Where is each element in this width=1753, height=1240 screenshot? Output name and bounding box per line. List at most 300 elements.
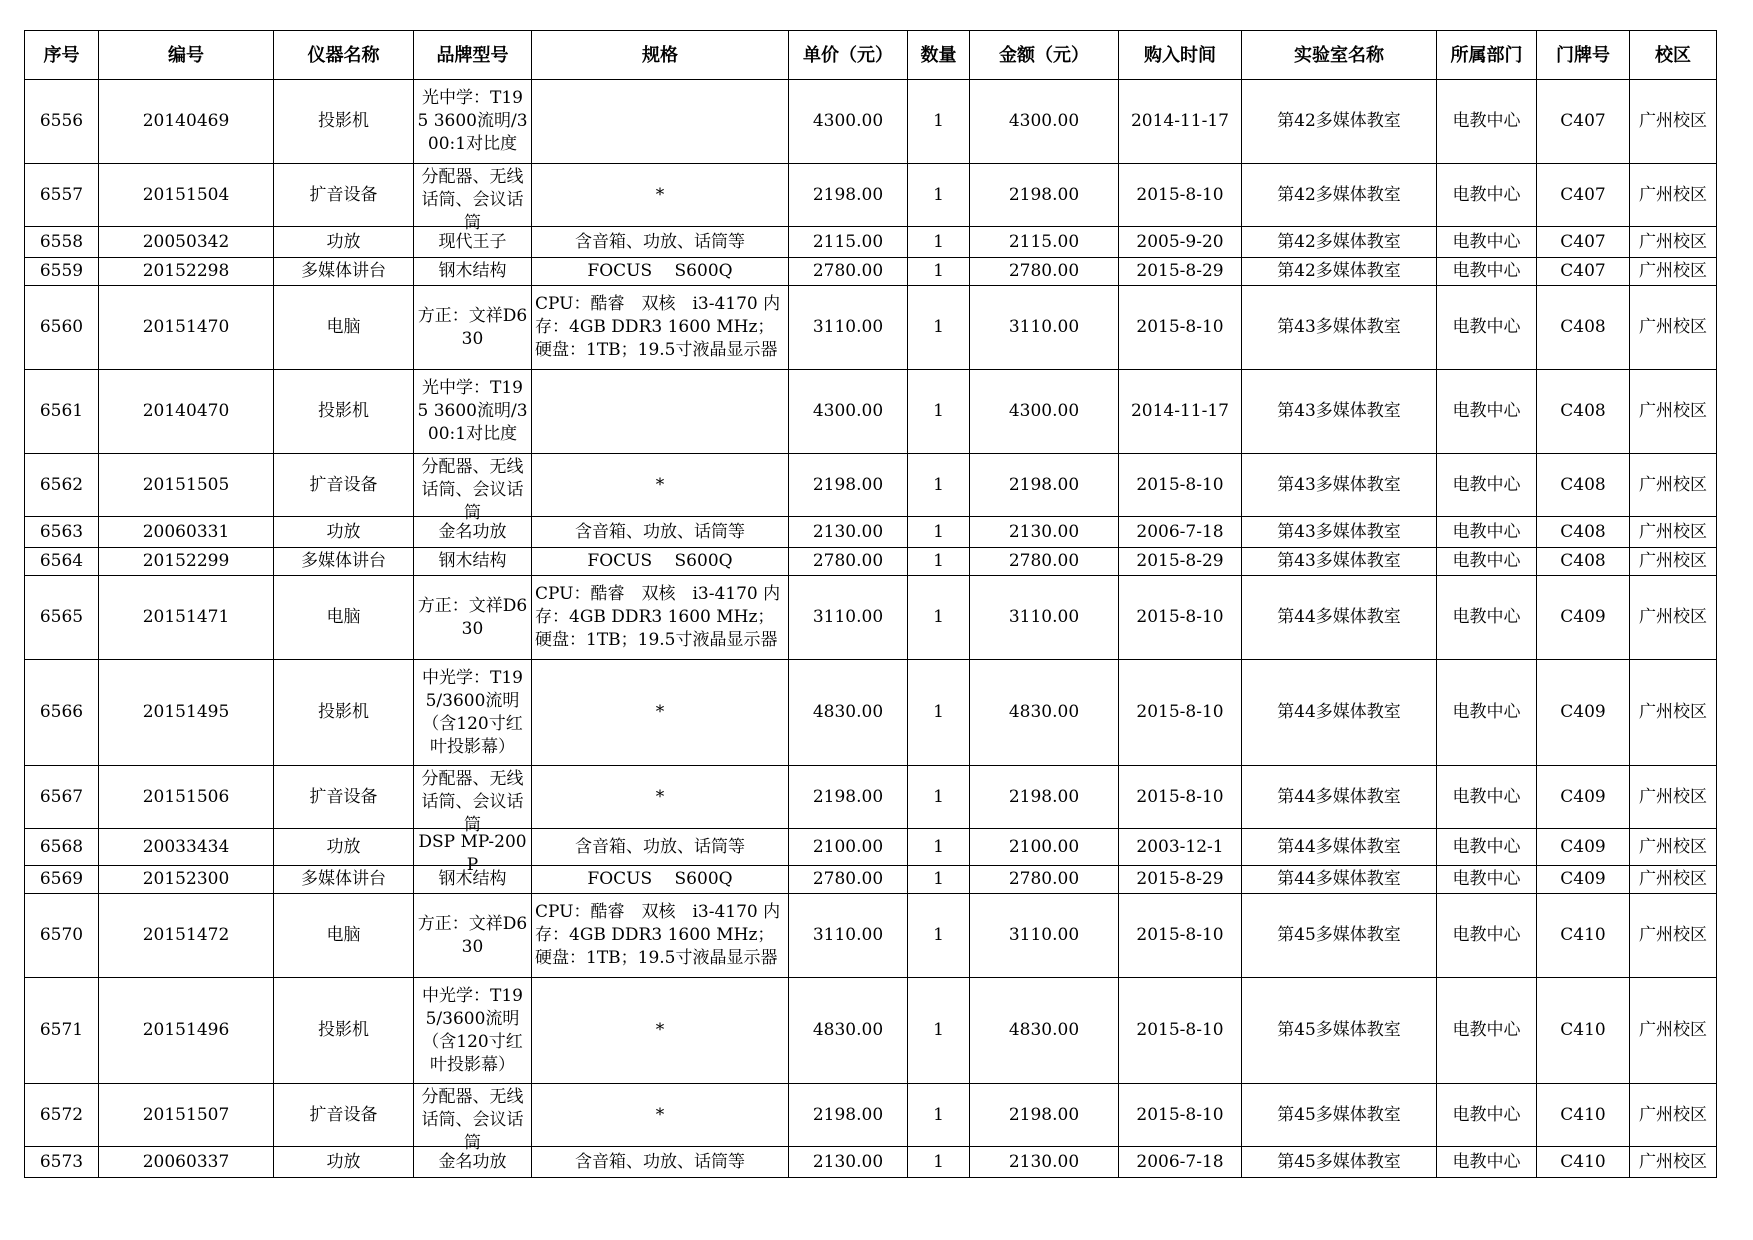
- cell-room: [1537, 548, 1630, 576]
- cell-price: [789, 517, 908, 548]
- cell-campus: [1630, 829, 1717, 866]
- cell-dept: [1437, 576, 1537, 660]
- cell-room-text: C408: [1560, 474, 1606, 495]
- cell-lab: [1242, 660, 1437, 766]
- cell-price: [789, 548, 908, 576]
- cell-campus: [1630, 1147, 1717, 1178]
- cell-qty: [908, 660, 970, 766]
- cell-dept-text: 电教中心: [1452, 925, 1521, 945]
- cell-room: [1537, 258, 1630, 286]
- cell-amount: [970, 454, 1119, 517]
- cell-amount-text: 2198.00: [1008, 474, 1080, 495]
- cell-dept: [1437, 80, 1537, 164]
- cell-brand: [414, 286, 532, 370]
- cell-seq: [25, 454, 99, 517]
- cell-seq-text: 6564: [39, 551, 84, 571]
- cell-lab-text: 第42多媒体教室: [1277, 231, 1401, 252]
- cell-dept-text: 电教中心: [1452, 111, 1521, 131]
- cell-campus: [1630, 80, 1717, 164]
- cell-date: [1119, 1147, 1242, 1178]
- cell-dept-text: 电教中心: [1452, 786, 1521, 807]
- cell-code: [99, 548, 274, 576]
- cell-campus: [1630, 454, 1717, 517]
- cell-brand: [414, 660, 532, 766]
- cell-seq: [25, 829, 99, 866]
- cell-room: [1537, 1084, 1630, 1147]
- cell-spec: [532, 766, 789, 829]
- cell-amount: [970, 660, 1119, 766]
- cell-room: [1537, 80, 1630, 164]
- cell-qty-text: 1: [933, 261, 944, 281]
- cell-seq-text: 6572: [39, 1104, 84, 1125]
- cell-name-text: 投影机: [318, 401, 369, 421]
- cell-amount-text: 2130.00: [1008, 1151, 1080, 1172]
- cell-dept: [1437, 258, 1537, 286]
- cell-code-text: 20050342: [142, 231, 230, 252]
- cell-date-text: 2014-11-17: [1130, 111, 1229, 131]
- cell-spec-text: 含音箱、功放、话筒等: [575, 521, 745, 542]
- cell-brand-text: 光中学：T195 3600流明/300:1对比度: [417, 88, 528, 154]
- cell-code: [99, 766, 274, 829]
- cell-dept: [1437, 866, 1537, 894]
- cell-date-text: 2015-8-10: [1136, 184, 1224, 205]
- cell-price: [789, 978, 908, 1084]
- cell-dept: [1437, 829, 1537, 866]
- cell-brand-text: 分配器、无线话筒、会议话筒: [421, 768, 524, 835]
- cell-name-text: 功放: [326, 231, 361, 252]
- cell-spec-text: 含音箱、功放、话筒等: [575, 1151, 745, 1172]
- cell-dept: [1437, 227, 1537, 258]
- cell-date-text: 2015-8-10: [1136, 1104, 1224, 1125]
- cell-date: [1119, 164, 1242, 227]
- cell-spec-text: *: [655, 1020, 665, 1040]
- cell-brand: [414, 164, 532, 233]
- cell-qty-text: 1: [933, 184, 944, 205]
- cell-qty: [908, 454, 970, 517]
- cell-date-text: 2015-8-10: [1136, 317, 1224, 337]
- cell-code-text: 20060337: [142, 1151, 230, 1172]
- cell-date-text: 2015-8-29: [1136, 869, 1224, 889]
- table-row: [25, 660, 1717, 766]
- cell-name-text: 投影机: [318, 702, 369, 722]
- cell-room-text: C407: [1560, 261, 1606, 281]
- table-row: [25, 829, 1717, 866]
- cell-date-text: 2006-7-18: [1136, 521, 1224, 542]
- cell-date: [1119, 866, 1242, 894]
- cell-campus: [1630, 548, 1717, 576]
- cell-qty: [908, 978, 970, 1084]
- cell-date: [1119, 1084, 1242, 1147]
- cell-price-text: 3110.00: [812, 607, 884, 627]
- cell-date-text: 2015-8-10: [1136, 786, 1224, 807]
- cell-dept: [1437, 978, 1537, 1084]
- cell-seq: [25, 227, 99, 258]
- cell-seq-text: 6571: [39, 1020, 84, 1040]
- cell-qty: [908, 576, 970, 660]
- cell-name-text: 功放: [326, 521, 361, 542]
- cell-lab-text: 第44多媒体教室: [1277, 869, 1401, 889]
- cell-brand: [414, 829, 532, 875]
- cell-seq-text: 6563: [39, 521, 84, 542]
- cell-code: [99, 894, 274, 978]
- cell-date: [1119, 576, 1242, 660]
- cell-spec-text: *: [655, 1104, 665, 1125]
- header-campus: 校区: [1630, 31, 1717, 80]
- cell-amount-text: 4830.00: [1008, 702, 1080, 722]
- cell-qty: [908, 80, 970, 164]
- cell-code-text: 20033434: [142, 836, 230, 857]
- cell-campus-text: 广州校区: [1639, 925, 1707, 945]
- cell-seq: [25, 866, 99, 894]
- cell-brand: [414, 766, 532, 835]
- cell-amount-text: 2780.00: [1008, 869, 1080, 889]
- cell-price: [789, 894, 908, 978]
- table-row: [25, 548, 1717, 576]
- cell-seq-text: 6557: [39, 184, 84, 205]
- cell-dept-text: 电教中心: [1452, 521, 1521, 542]
- cell-dept: [1437, 286, 1537, 370]
- cell-lab: [1242, 766, 1437, 829]
- cell-lab-text: 第45多媒体教室: [1277, 925, 1401, 945]
- cell-name-text: 电脑: [326, 317, 361, 337]
- header-room: 门牌号: [1537, 31, 1630, 80]
- cell-name-text: 扩音设备: [309, 474, 378, 495]
- cell-code-text: 20152300: [142, 869, 230, 889]
- cell-lab: [1242, 1084, 1437, 1147]
- cell-name: [274, 258, 414, 286]
- cell-seq-text: 6567: [39, 786, 84, 807]
- cell-spec-text: *: [655, 474, 665, 495]
- table-row: [25, 258, 1717, 286]
- cell-seq-text: 6558: [39, 231, 84, 252]
- cell-amount-text: 2198.00: [1008, 184, 1080, 205]
- cell-price-text: 4300.00: [812, 111, 884, 131]
- cell-price: [789, 164, 908, 227]
- cell-room: [1537, 894, 1630, 978]
- cell-name: [274, 1147, 414, 1178]
- cell-room: [1537, 866, 1630, 894]
- cell-amount: [970, 1084, 1119, 1147]
- header-name: 仪器名称: [274, 31, 414, 80]
- cell-code-text: 20151505: [142, 474, 230, 495]
- cell-spec: [532, 1147, 789, 1178]
- cell-campus-text: 广州校区: [1639, 702, 1707, 722]
- cell-qty: [908, 766, 970, 829]
- cell-dept: [1437, 548, 1537, 576]
- cell-lab-text: 第44多媒体教室: [1277, 607, 1401, 627]
- cell-lab-text: 第42多媒体教室: [1277, 184, 1401, 205]
- cell-lab: [1242, 829, 1437, 866]
- cell-campus: [1630, 286, 1717, 370]
- cell-code: [99, 227, 274, 258]
- cell-lab: [1242, 370, 1437, 454]
- cell-spec-text: FOCUS S600Q: [587, 869, 733, 889]
- cell-spec: [532, 227, 789, 258]
- cell-dept-text: 电教中心: [1452, 551, 1521, 571]
- cell-code-text: 20151470: [142, 317, 230, 337]
- cell-campus: [1630, 227, 1717, 258]
- cell-date: [1119, 548, 1242, 576]
- cell-lab: [1242, 894, 1437, 978]
- cell-campus-text: 广州校区: [1639, 231, 1707, 252]
- cell-date: [1119, 978, 1242, 1084]
- cell-dept-text: 电教中心: [1452, 1020, 1521, 1040]
- cell-lab-text: 第43多媒体教室: [1277, 317, 1401, 337]
- cell-lab: [1242, 866, 1437, 894]
- cell-spec: [532, 1084, 789, 1147]
- table-row: [25, 576, 1717, 660]
- cell-amount: [970, 829, 1119, 866]
- cell-brand-text: 现代王子: [438, 231, 507, 252]
- cell-date: [1119, 660, 1242, 766]
- cell-qty-text: 1: [933, 786, 944, 807]
- cell-code-text: 20151496: [142, 1020, 230, 1040]
- cell-price-text: 3110.00: [812, 925, 884, 945]
- cell-brand-text: 方正：文祥D630: [417, 305, 528, 349]
- cell-campus: [1630, 517, 1717, 548]
- cell-price-text: 3110.00: [812, 317, 884, 337]
- cell-campus-text: 广州校区: [1639, 474, 1707, 495]
- cell-spec: [532, 286, 789, 370]
- cell-code: [99, 164, 274, 227]
- cell-seq: [25, 894, 99, 978]
- cell-lab: [1242, 227, 1437, 258]
- header-lab: 实验室名称: [1242, 31, 1437, 80]
- cell-qty-text: 1: [933, 1151, 944, 1172]
- cell-brand: [414, 894, 532, 978]
- cell-brand-text: 分配器、无线话筒、会议话筒: [421, 1086, 524, 1153]
- cell-code-text: 20151472: [142, 925, 230, 945]
- cell-room: [1537, 1147, 1630, 1178]
- cell-dept-text: 电教中心: [1452, 607, 1521, 627]
- cell-date-text: 2015-8-10: [1136, 474, 1224, 495]
- cell-price-text: 2198.00: [812, 786, 884, 807]
- cell-date-text: 2015-8-29: [1136, 261, 1224, 281]
- cell-seq-text: 6573: [39, 1151, 84, 1172]
- cell-name: [274, 894, 414, 978]
- header-row: [25, 31, 1717, 80]
- cell-dept: [1437, 1147, 1537, 1178]
- cell-room-text: C410: [1560, 1151, 1606, 1172]
- cell-brand-text: 金名功放: [438, 1151, 507, 1172]
- cell-name: [274, 829, 414, 866]
- cell-room-text: C410: [1560, 1020, 1606, 1040]
- cell-code: [99, 454, 274, 517]
- header-amount: 金额（元）: [970, 31, 1119, 80]
- cell-brand-text: 方正：文祥D630: [417, 595, 528, 639]
- cell-date-text: 2015-8-29: [1136, 551, 1224, 571]
- cell-lab-text: 第45多媒体教室: [1277, 1151, 1401, 1172]
- cell-spec: [532, 829, 789, 866]
- cell-spec: [532, 894, 789, 978]
- cell-date: [1119, 829, 1242, 866]
- cell-campus-text: 广州校区: [1639, 111, 1707, 131]
- cell-seq: [25, 258, 99, 286]
- cell-code: [99, 829, 274, 866]
- cell-code-text: 20140470: [142, 401, 230, 421]
- cell-date-text: 2015-8-10: [1136, 702, 1224, 722]
- cell-seq: [25, 80, 99, 164]
- cell-amount-text: 4300.00: [1008, 111, 1080, 131]
- cell-date-text: 2015-8-10: [1136, 925, 1224, 945]
- cell-dept-text: 电教中心: [1452, 702, 1521, 722]
- cell-room: [1537, 660, 1630, 766]
- cell-brand-text: 钢木结构: [438, 869, 507, 889]
- cell-seq-text: 6566: [39, 702, 84, 722]
- cell-campus-text: 广州校区: [1639, 836, 1707, 857]
- cell-qty-text: 1: [933, 607, 944, 627]
- cell-price: [789, 1147, 908, 1178]
- cell-room-text: C408: [1560, 317, 1606, 337]
- cell-lab-text: 第45多媒体教室: [1277, 1020, 1401, 1040]
- cell-dept-text: 电教中心: [1452, 317, 1521, 337]
- cell-amount-text: 3110.00: [1008, 607, 1080, 627]
- cell-lab: [1242, 576, 1437, 660]
- cell-campus: [1630, 894, 1717, 978]
- cell-dept-text: 电教中心: [1452, 1104, 1521, 1125]
- cell-campus-text: 广州校区: [1639, 551, 1707, 571]
- cell-code: [99, 80, 274, 164]
- cell-brand: [414, 548, 532, 576]
- cell-campus-text: 广州校区: [1639, 607, 1707, 627]
- cell-code-text: 20151507: [142, 1104, 230, 1125]
- cell-room: [1537, 517, 1630, 548]
- cell-lab-text: 第43多媒体教室: [1277, 551, 1401, 571]
- cell-price: [789, 454, 908, 517]
- cell-qty-text: 1: [933, 317, 944, 337]
- cell-amount: [970, 517, 1119, 548]
- cell-spec: [532, 517, 789, 548]
- cell-amount: [970, 548, 1119, 576]
- cell-price: [789, 866, 908, 894]
- cell-brand: [414, 370, 532, 454]
- cell-qty: [908, 866, 970, 894]
- cell-brand: [414, 227, 532, 258]
- cell-spec: [532, 660, 789, 766]
- cell-room-text: C407: [1560, 184, 1606, 205]
- table-row: [25, 286, 1717, 370]
- cell-seq-text: 6568: [39, 836, 84, 857]
- cell-dept: [1437, 894, 1537, 978]
- cell-price-text: 2198.00: [812, 184, 884, 205]
- cell-price: [789, 370, 908, 454]
- cell-brand: [414, 80, 532, 164]
- cell-campus-text: 广州校区: [1639, 261, 1707, 281]
- cell-brand-text: 金名功放: [438, 521, 507, 542]
- cell-qty-text: 1: [933, 836, 944, 857]
- cell-seq-text: 6559: [39, 261, 84, 281]
- cell-dept-text: 电教中心: [1452, 869, 1521, 889]
- cell-amount: [970, 258, 1119, 286]
- cell-spec-text: *: [655, 786, 665, 807]
- cell-name-text: 扩音设备: [309, 1104, 378, 1125]
- cell-name: [274, 866, 414, 894]
- cell-campus: [1630, 978, 1717, 1084]
- cell-price-text: 4830.00: [812, 702, 884, 722]
- cell-name-text: 扩音设备: [309, 786, 378, 807]
- cell-name-text: 多媒体讲台: [301, 261, 386, 281]
- header-spec: 规格: [532, 31, 789, 80]
- cell-code-text: 20151495: [142, 702, 230, 722]
- cell-lab-text: 第43多媒体教室: [1277, 401, 1401, 421]
- cell-date: [1119, 258, 1242, 286]
- cell-date: [1119, 517, 1242, 548]
- cell-room-text: C407: [1560, 231, 1606, 252]
- cell-brand-text: 中光学：T195/3600流明（含120寸红叶投影幕）: [422, 985, 523, 1075]
- cell-room-text: C407: [1560, 111, 1606, 131]
- cell-name: [274, 1084, 414, 1147]
- cell-room-text: C408: [1560, 401, 1606, 421]
- cell-spec-text: CPU：酷睿 双核 i3-4170 内存：4GB DDR3 1600 MHz； 硬盘：1TB；19.5寸液晶显示器: [535, 294, 781, 360]
- cell-amount: [970, 894, 1119, 978]
- cell-spec-text: 含音箱、功放、话筒等: [575, 836, 745, 857]
- cell-spec-text: FOCUS S600Q: [587, 261, 733, 281]
- cell-room-text: C409: [1560, 607, 1606, 627]
- cell-lab-text: 第44多媒体教室: [1277, 786, 1401, 807]
- cell-campus: [1630, 576, 1717, 660]
- cell-price-text: 2780.00: [812, 261, 884, 281]
- cell-brand-text: 光中学：T195 3600流明/300:1对比度: [417, 378, 528, 444]
- table-row: [25, 227, 1717, 258]
- table-row: [25, 978, 1717, 1084]
- cell-lab: [1242, 548, 1437, 576]
- cell-amount-text: 2130.00: [1008, 521, 1080, 542]
- cell-seq-text: 6561: [39, 401, 84, 421]
- cell-brand: [414, 258, 532, 286]
- cell-lab-text: 第45多媒体教室: [1277, 1104, 1401, 1125]
- cell-dept-text: 电教中心: [1452, 401, 1521, 421]
- cell-spec: [532, 258, 789, 286]
- cell-date-text: 2003-12-1: [1136, 836, 1224, 857]
- cell-qty-text: 1: [933, 1104, 944, 1125]
- cell-date: [1119, 454, 1242, 517]
- cell-room: [1537, 978, 1630, 1084]
- cell-spec-text: FOCUS S600Q: [587, 551, 733, 571]
- cell-price-text: 2130.00: [812, 521, 884, 542]
- cell-seq-text: 6556: [39, 111, 84, 131]
- cell-lab-text: 第43多媒体教室: [1277, 521, 1401, 542]
- cell-dept-text: 电教中心: [1452, 231, 1521, 252]
- cell-code-text: 20152298: [142, 261, 230, 281]
- cell-qty: [908, 548, 970, 576]
- cell-price: [789, 576, 908, 660]
- cell-date: [1119, 227, 1242, 258]
- cell-price-text: 4830.00: [812, 1020, 884, 1040]
- cell-spec-text: CPU：酷睿 双核 i3-4170 内存：4GB DDR3 1600 MHz； 硬盘：1TB；19.5寸液晶显示器: [535, 902, 781, 968]
- cell-price-text: 2780.00: [812, 869, 884, 889]
- cell-dept: [1437, 766, 1537, 829]
- cell-qty-text: 1: [933, 521, 944, 542]
- cell-name: [274, 286, 414, 370]
- cell-qty: [908, 829, 970, 866]
- cell-seq-text: 6560: [39, 317, 84, 337]
- cell-code-text: 20151504: [142, 184, 230, 205]
- cell-spec: [532, 866, 789, 894]
- cell-seq: [25, 978, 99, 1084]
- cell-seq: [25, 1147, 99, 1178]
- cell-qty-text: 1: [933, 551, 944, 571]
- cell-campus-text: 广州校区: [1639, 1020, 1707, 1040]
- cell-brand-text: DSP MP-200P: [418, 831, 527, 875]
- cell-qty-text: 1: [933, 1020, 944, 1040]
- cell-dept-text: 电教中心: [1452, 184, 1521, 205]
- cell-room-text: C410: [1560, 1104, 1606, 1125]
- table-row: [25, 370, 1717, 454]
- cell-spec-text: 含音箱、功放、话筒等: [575, 231, 745, 252]
- cell-price: [789, 766, 908, 829]
- cell-campus-text: 广州校区: [1639, 317, 1707, 337]
- cell-name: [274, 548, 414, 576]
